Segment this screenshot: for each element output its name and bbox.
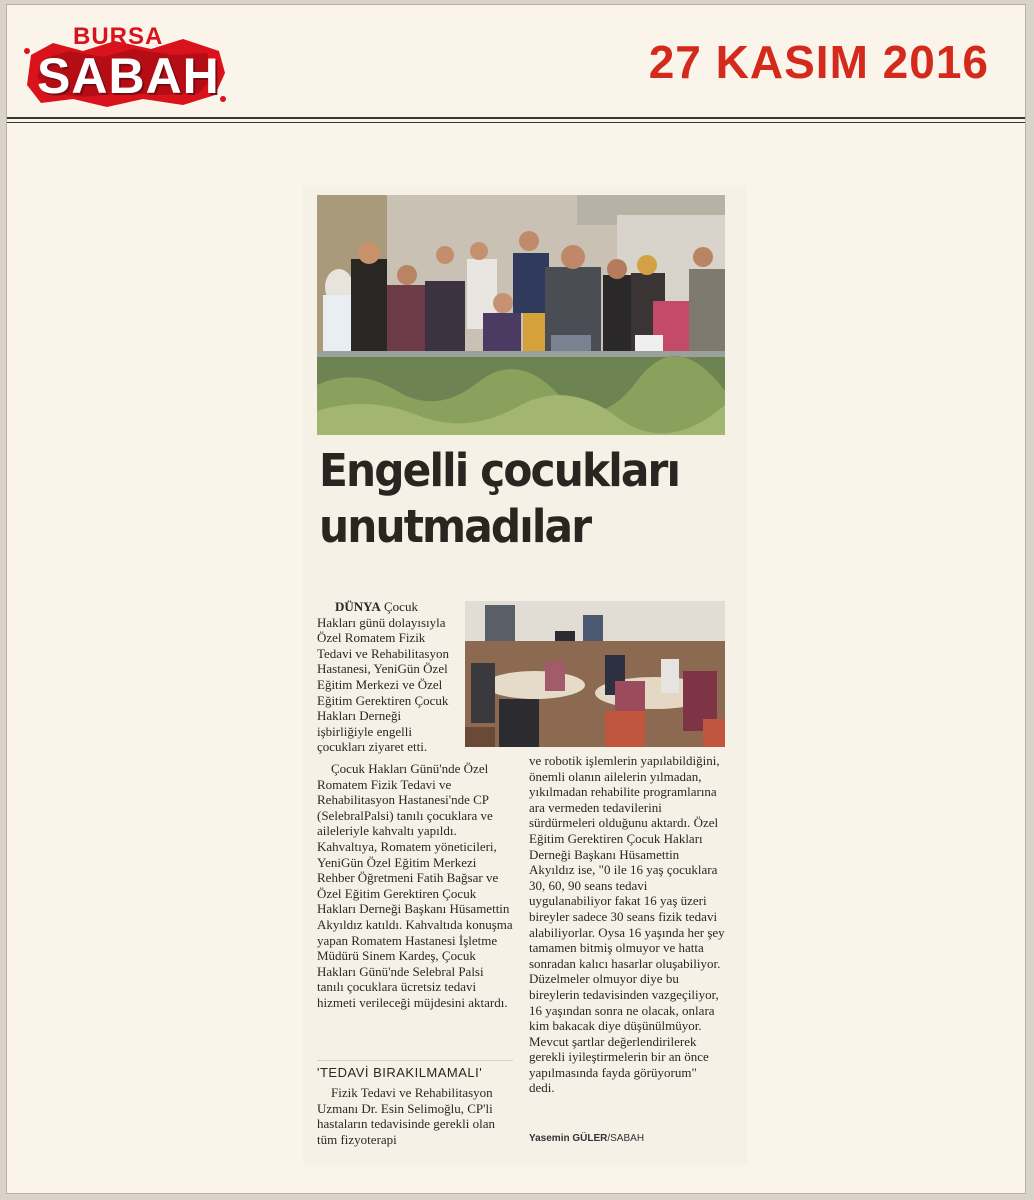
byline-outlet: /SABAH — [607, 1133, 645, 1144]
logo-bursa-text: BURSA — [73, 23, 164, 50]
masthead — [7, 5, 1025, 123]
article-column-1-continued — [317, 1085, 513, 1147]
header-divider — [7, 117, 1025, 119]
byline — [529, 1133, 644, 1144]
headline — [319, 443, 704, 555]
article-paragraph-1: Çocuk Hakları günü dolayısıyla Özel Romatem Fizik Tedavi ve Rehabilitasyon Hastanesi, YeniGün Özel Eğitim Merkezi ve Özel Eğitim Gerektiren Çocuk Hakları Derneği işbirliğiyle engelli çocukları ziyaret etti. — [317, 599, 449, 755]
logo-sabah-text: SABAH — [37, 48, 220, 104]
headline-line-2: unutmadılar — [319, 500, 591, 553]
article-column-1 — [317, 761, 513, 1011]
headline-line-1: Engelli çocukları — [319, 444, 680, 497]
bursa-sabah-logo — [23, 15, 233, 115]
article-subhead: 'TEDAVİ BIRAKILMAMALI' — [317, 1060, 513, 1080]
article-paragraph-3: Fizik Tedavi ve Rehabilitasyon Uzmanı Dr. Esin Selimoğlu, CP'li hastaların tedavisinde gerekli olan tüm fizyoterapi — [317, 1085, 495, 1147]
header-divider-thin — [7, 122, 1025, 123]
group-photo — [317, 195, 725, 435]
issue-date: 27 KASIM 2016 — [648, 36, 989, 88]
page-frame — [6, 4, 1026, 1194]
article-lead — [317, 599, 457, 755]
article-paragraph-2: Çocuk Hakları Günü'nde Özel Romatem Fizik Tedavi ve Rehabilitasyon Hastanesi'nde CP (SelebralPalsi) tanılı çocuklara ve aileleriyle kahvaltı yapıldı. Kahvaltıya, Romatem yöneticileri, YeniGün Özel Eğitim Merkezi Rehber Öğretmeni Fatih Bağsar ve Özel Eğitim Gerektiren Çocuk Hakları Derneği Başkanı Hüsamettin Akyıldız katıldı. Kahvaltıda konuşma yapan Romatem Hastanesi İşletme Müdürü Sinem Kardeş, Çocuk Hakları Günü'nde Selebral Palsi tanılı çocuklara ücretsiz tedavi hizmeti verileceği müjdesini aktardı. — [317, 761, 513, 1010]
article-column-2 — [529, 753, 725, 1096]
dateline: DÜNYA — [335, 599, 381, 614]
byline-author: Yasemin GÜLER — [529, 1133, 608, 1144]
article-clipping — [303, 185, 747, 1165]
breakfast-photo — [465, 601, 725, 747]
article-paragraph-4: ve robotik işlemlerin yapılabildiğini, önemli olanın ailelerin yılmadan, yıkılmadan rehabilite programlarına ara vermeden tedavilerini sürdürmeleri olduğunu aktardı. Özel Eğitim Gerektiren Çocuk Hakları Derneği Başkanı Hüsamettin Akyıldız ise, "0 ile 16 yaş çocuklara 30, 60, 90 seans tedavi uygulanabiliyor fakat 16 yaş üzeri bireyler sadece 30 seans fizik tedavi alabiliyorlar. Oysa 16 yaşında her şey tamamen bitmiş olmuyor ve hatta sonradan kalıcı hasarlar oluşabiliyor. Düzelmeler olmuyor diye bu bireylerin tedavisinden vazgeçiliyor, 16 yaşından sonra ne olacak, onlara kim bakacak diye düşünülmüyor. Mevcut şartlar değerlendirilerek gerekli iyileştirmelerin bir an önce yapılmasında fayda görüyorum" dedi. — [529, 753, 725, 1096]
